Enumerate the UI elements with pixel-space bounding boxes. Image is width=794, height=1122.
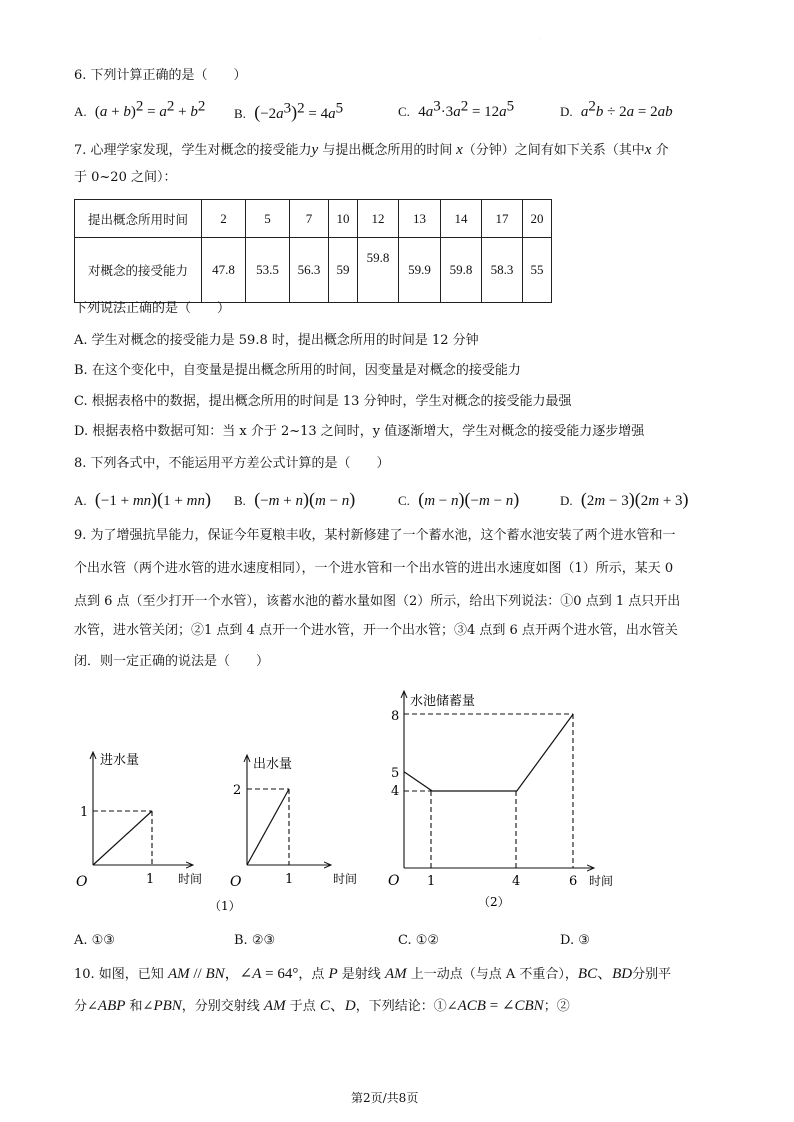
table-cell: 17: [482, 200, 523, 238]
q9-option-b: B. ②③: [234, 933, 276, 948]
q6-option-d: D. $a^2b \div 2a = 2ab$: [560, 98, 673, 120]
graph-inflow: [76, 752, 202, 890]
q8-option-a: A. (−1 + mn)(1 + mn): [74, 489, 211, 509]
q6-option-b: B. $(-2a^3)^2 = 4a^5$: [234, 100, 344, 122]
graph-caption-1: （1）: [209, 899, 241, 913]
q7-prompt: 下列说法正确的是（ ）: [74, 301, 231, 316]
page-footer: 第2页/共8页: [351, 1091, 419, 1105]
graph-inflow-ytick: 1: [80, 805, 89, 820]
graph-pool-ytick-8: 8: [391, 709, 400, 724]
table-cell: 55: [523, 238, 552, 303]
graph-pool-ytick-5: 5: [391, 766, 400, 781]
q8-option-c: C. (m − n)(−m − n): [398, 489, 520, 509]
graph-outflow-xlabel: 时间: [333, 872, 358, 886]
graph-inflow-series-line: [93, 811, 152, 865]
q9-line-3: 点到 6 点（至少打开一个水管），该蓄水池的蓄水量如图（2）所示，给出下列说法：①0 点到 1 点只开出: [74, 594, 681, 609]
graph-inflow-xlabel: 时间: [178, 872, 203, 886]
table-cell: 13: [399, 200, 441, 238]
q9-option-d: D. ③: [560, 933, 590, 948]
graph-pool-series-line: [404, 714, 573, 791]
q8-option-b: B. (−m + n)(m − n): [234, 489, 356, 509]
graph-pool: [388, 692, 613, 889]
table-cell: 58.3: [482, 238, 523, 303]
table-cell: 10: [329, 200, 358, 238]
table-cell: 59.8: [441, 238, 482, 303]
q9-line-2: 个出水管（两个进水管的进水速度相同），一个进水管和一个出水管的进出水速度如图（1）所示，某天 0: [74, 561, 674, 576]
graph-pool-xtick-6: 6: [569, 874, 578, 889]
q9-option-a: A. ①③: [74, 933, 115, 948]
q7-option-a: A. 学生对概念的接受能力是 59.8 时，提出概念所用的时间是 12 分钟: [74, 333, 479, 348]
graph-inflow-xtick: 1: [146, 872, 155, 887]
table-cell: 53.5: [246, 238, 290, 303]
table-cell: 59.9: [399, 238, 441, 303]
graph-outflow-series-line: [247, 789, 289, 865]
graph-outflow-ylabel: 出水量: [253, 757, 293, 772]
q9-option-c: C. ①②: [398, 933, 440, 948]
graph-pool-ytick-4: 4: [391, 784, 400, 799]
graph-pool-ylabel: 水池储蓄量: [410, 694, 476, 709]
table-cell: 47.8: [202, 238, 246, 303]
graph-pool-xtick-4: 4: [512, 874, 521, 889]
graph-inflow-ylabel: 进水量: [100, 753, 140, 768]
q7-option-c: C. 根据表格中的数据，提出概念所用的时间是 13 分钟时，学生对概念的接受能力最强: [74, 394, 572, 409]
graph-inflow-origin: O: [76, 874, 88, 890]
q10-line-1: 10. 如图，已知 AM // BN，∠A = 64°，点 P 是射线 AM 上一动点（与点 A 不重合），BC、BD分别平: [74, 966, 672, 982]
q8-option-d: D. (2m − 3)(2m + 3): [560, 489, 689, 509]
table-cell: 5: [246, 200, 290, 238]
q6-option-c: C. $4a^3\cdot 3a^2 = 12a^5$: [398, 98, 515, 120]
table-header-time: 提出概念所用时间: [75, 200, 202, 238]
table-cell: 20: [523, 200, 552, 238]
corner-mark: ·: [540, 36, 542, 41]
q9-line-1: 9. 为了增强抗旱能力，保证今年夏粮丰收，某村新修建了一个蓄水池，这个蓄水池安装了两个进水管和一: [74, 528, 676, 543]
graph-pool-xtick-1: 1: [427, 874, 436, 889]
table-cell: 14: [441, 200, 482, 238]
graph-outflow-origin: O: [230, 874, 242, 890]
q7-option-b: B. 在这个变化中，自变量是提出概念所用的时间，因变量是对概念的接受能力: [74, 363, 521, 378]
q7-data-table: [74, 199, 552, 303]
graph-caption-2: （2）: [478, 895, 510, 909]
q6-option-a: A. $(a + b)^2 = a^2 + b^2$: [74, 98, 206, 120]
graph-outflow-ytick: 2: [233, 783, 242, 798]
table-cell: 2: [202, 200, 246, 238]
q9-line-5: 闭．则一定正确的说法是（ ）: [74, 654, 270, 669]
table-cell: 7: [290, 200, 329, 238]
q9-graphs: [0, 680, 794, 920]
q8-stem: 8. 下列各式中，不能运用平方差公式计算的是（ ）: [74, 456, 390, 471]
q7-stem-line1: 7. 心理学家发现，学生对概念的接受能力y 与提出概念所用的时间 x（分钟）之间有如下关系（其中x 介: [74, 142, 669, 158]
table-row-ability: [75, 238, 552, 303]
q6-stem: 6. 下列计算正确的是（ ）: [74, 68, 247, 83]
table-header-ability: 对概念的接受能力: [75, 238, 202, 303]
table-row-time: [75, 200, 552, 238]
q7-stem-line2: 于 0~20 之间）：: [74, 170, 177, 185]
q9-line-4: 水管，进水管关闭；②1 点到 4 点开一个进水管，开一个出水管；③4 点到 6 点开两个进水管，出水管关: [74, 623, 678, 638]
graph-outflow: [230, 756, 357, 890]
graph-pool-xlabel: 时间: [589, 874, 614, 888]
table-cell: 59.8: [358, 238, 399, 303]
q7-option-d: D. 根据表格中数据可知：当 x 介于 2~13 之间时，y 值逐渐增大，学生对概念的接受能力逐步增强: [74, 424, 645, 439]
table-cell: 59: [329, 238, 358, 303]
graph-pool-origin: O: [388, 873, 400, 889]
table-cell: 56.3: [290, 238, 329, 303]
table-cell: 12: [358, 200, 399, 238]
q10-line-2: 分∠ABP 和∠PBN，分别交射线 AM 于点 C、D，下列结论：①∠ACB = ∠CBN；②: [74, 998, 570, 1014]
graph-outflow-xtick: 1: [285, 872, 294, 887]
